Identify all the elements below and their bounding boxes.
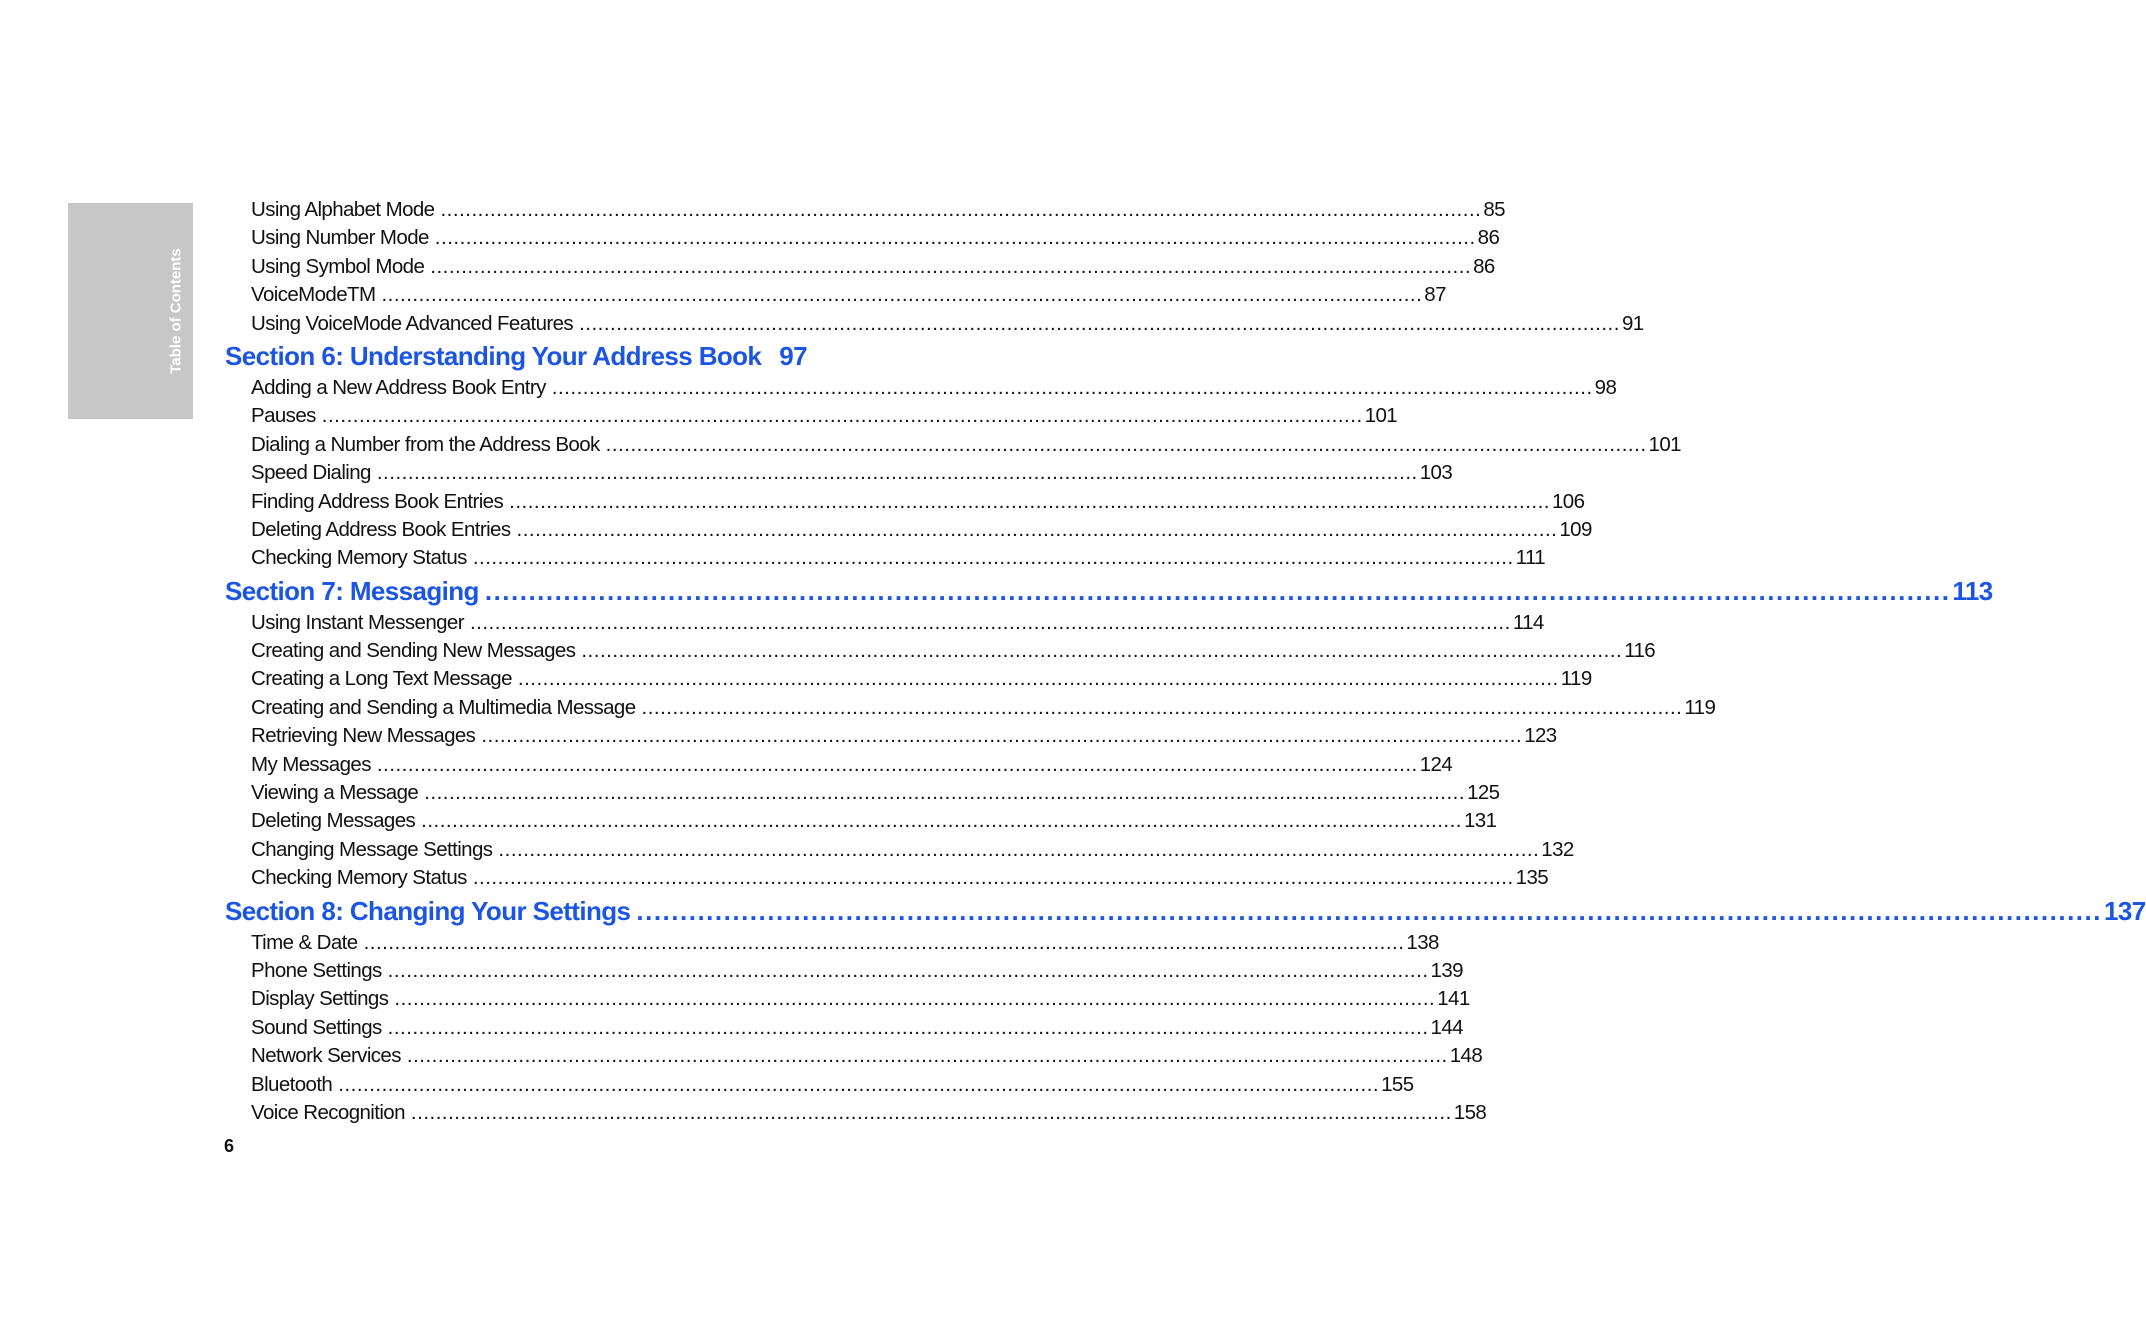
toc-entry[interactable]: [251, 488, 1585, 516]
toc-entry[interactable]: [251, 1014, 1463, 1042]
toc-title: Finding Address Book Entries: [251, 489, 504, 513]
toc-title: Changing Message Settings: [251, 837, 493, 861]
dot-leader: [642, 694, 1683, 722]
toc-page-number: 155: [1381, 1072, 1414, 1096]
toc-entry[interactable]: [251, 544, 1546, 572]
toc-entry[interactable]: [251, 722, 1557, 750]
toc-title: Time & Date: [251, 930, 358, 954]
toc-page-number: 125: [1467, 781, 1500, 805]
toc-page-number: 109: [1559, 517, 1592, 541]
toc-page-number: 158: [1453, 1100, 1487, 1124]
toc-entry[interactable]: [251, 516, 1592, 544]
dot-leader: [381, 281, 1422, 309]
toc-title: Deleting Address Book Entries: [251, 517, 511, 541]
dot-leader: [394, 985, 1435, 1013]
toc-title: Creating and Sending a Multimedia Message: [251, 695, 636, 719]
dot-leader: [517, 516, 1558, 544]
toc-section-heading[interactable]: [225, 893, 2146, 929]
toc-page-number: 106: [1551, 489, 1585, 513]
page-number: 6: [224, 1136, 235, 1156]
toc-entry[interactable]: [251, 807, 1497, 835]
toc-title: Using Number Mode: [251, 226, 429, 250]
toc-page-number: 97: [779, 340, 808, 371]
dot-leader: [411, 1099, 1452, 1127]
toc-entry[interactable]: [251, 637, 1656, 665]
toc-title: Creating and Sending New Messages: [251, 639, 576, 663]
toc-entry[interactable]: [251, 985, 1470, 1013]
toc-title: Sound Settings: [251, 1015, 382, 1039]
dot-leader: [579, 310, 1620, 338]
toc-entry[interactable]: [251, 836, 1574, 864]
toc-page-number: 101: [1648, 432, 1681, 456]
toc-entry[interactable]: [251, 751, 1453, 779]
toc-page-number: 113: [1952, 575, 1993, 606]
toc-page-number: 91: [1621, 311, 1644, 335]
dot-leader: [552, 374, 1593, 402]
toc-entry[interactable]: [251, 1099, 1487, 1127]
dot-leader: [377, 751, 1418, 779]
toc-page-number: 119: [1684, 695, 1716, 719]
toc-page-number: 119: [1560, 667, 1592, 691]
toc-page-number: 87: [1424, 283, 1446, 307]
toc-page-number: 103: [1419, 461, 1453, 485]
toc-title: Using Symbol Mode: [251, 254, 425, 278]
dot-leader: [518, 665, 1559, 693]
toc-page-number: 116: [1624, 639, 1656, 663]
toc-title: Display Settings: [251, 987, 389, 1011]
toc-entry[interactable]: [251, 1071, 1414, 1099]
dot-leader: [388, 1014, 1429, 1042]
toc-title: Checking Memory Status: [251, 546, 467, 570]
toc-title: Checking Memory Status: [251, 866, 467, 890]
toc-entry[interactable]: [251, 196, 1505, 224]
toc-title: My Messages: [251, 752, 371, 776]
table-of-contents: [225, 196, 2146, 1127]
dot-leader: [509, 488, 1550, 516]
toc-page-number: 138: [1406, 930, 1439, 954]
dot-leader: [388, 957, 1429, 985]
toc-page-number: 114: [1512, 610, 1544, 634]
toc-title: Pauses: [251, 404, 316, 428]
dot-leader: [430, 253, 1471, 281]
dot-leader: [435, 224, 1476, 252]
toc-entry[interactable]: [251, 459, 1453, 487]
toc-title: Using Alphabet Mode: [251, 198, 435, 221]
toc-page-number: 148: [1449, 1044, 1483, 1068]
side-tab-label: Table of Contents: [167, 248, 185, 374]
dot-leader: [440, 196, 1481, 224]
toc-title: Creating a Long Text Message: [251, 667, 512, 691]
toc-title: Voice Recognition: [251, 1100, 405, 1124]
toc-title: Section 8: Changing Your Settings: [225, 895, 631, 926]
toc-entry[interactable]: [251, 694, 1716, 722]
dot-leader: [470, 609, 1511, 637]
toc-section-heading[interactable]: [225, 573, 1993, 609]
toc-title: Phone Settings: [251, 958, 382, 982]
toc-title: Using Instant Messenger: [251, 610, 464, 634]
toc-entry[interactable]: [251, 609, 1544, 637]
dot-leader: [636, 893, 2102, 929]
toc-page-number: 98: [1594, 375, 1617, 399]
toc-title: Speed Dialing: [251, 461, 371, 485]
toc-page-number: 139: [1430, 958, 1463, 982]
toc-page-number: 144: [1430, 1015, 1463, 1039]
toc-entry[interactable]: [251, 224, 1500, 252]
toc-title: Dialing a Number from the Address Book: [251, 432, 600, 456]
toc-title: Using VoiceMode Advanced Features: [251, 311, 574, 335]
dot-leader: [606, 431, 1647, 459]
toc-entry[interactable]: [251, 1042, 1483, 1070]
toc-page-number: 132: [1541, 837, 1574, 861]
toc-page-number: 123: [1524, 724, 1557, 748]
toc-section-heading[interactable]: [225, 338, 808, 374]
toc-title: Network Services: [251, 1044, 401, 1068]
dot-leader: [364, 929, 1405, 957]
toc-title: Adding a New Address Book Entry: [251, 375, 546, 399]
toc-page-number: 135: [1515, 866, 1549, 890]
toc-page-number: 86: [1473, 254, 1495, 278]
toc-title: VoiceModeTM: [251, 283, 376, 307]
toc-entry[interactable]: [251, 253, 1495, 281]
toc-page-number: 85: [1483, 198, 1505, 221]
dot-leader: [485, 573, 1951, 609]
toc-title: Section 7: Messaging: [225, 575, 479, 606]
toc-entry[interactable]: [251, 402, 1398, 430]
dot-leader: [473, 864, 1514, 892]
toc-entry[interactable]: [251, 779, 1500, 807]
dot-leader: [338, 1071, 1379, 1099]
toc-title: Retrieving New Messages: [251, 724, 476, 748]
toc-page-number: 86: [1477, 226, 1500, 250]
toc-page-number: 101: [1364, 404, 1398, 428]
toc-page-number: 141: [1437, 987, 1470, 1011]
dot-leader: [424, 779, 1465, 807]
toc-page-number: 124: [1419, 752, 1453, 776]
toc-title: Section 6: Understanding Your Address Book: [225, 340, 762, 371]
toc-entry[interactable]: [251, 431, 1681, 459]
toc-title: Viewing a Message: [251, 781, 419, 805]
dot-leader: [322, 402, 1363, 430]
toc-page-number: 131: [1464, 809, 1497, 833]
toc-entry[interactable]: [251, 374, 1617, 402]
toc-entry[interactable]: [251, 310, 1644, 338]
dot-leader: [481, 722, 1522, 750]
toc-title: Bluetooth: [251, 1072, 333, 1096]
dot-leader: [407, 1042, 1448, 1070]
toc-title: Deleting Messages: [251, 809, 416, 833]
toc-entry[interactable]: [251, 929, 1439, 957]
dot-leader: [498, 836, 1539, 864]
toc-entry[interactable]: [251, 957, 1463, 985]
dot-leader: [377, 459, 1418, 487]
toc-entry[interactable]: [251, 281, 1446, 309]
toc-entry[interactable]: [251, 864, 1549, 892]
toc-page-number: 111: [1515, 546, 1546, 570]
dot-leader: [473, 544, 1514, 572]
toc-page-number: 137: [2103, 895, 2146, 926]
dot-leader: [421, 807, 1462, 835]
toc-entry[interactable]: [251, 665, 1592, 693]
dot-leader: [581, 637, 1622, 665]
